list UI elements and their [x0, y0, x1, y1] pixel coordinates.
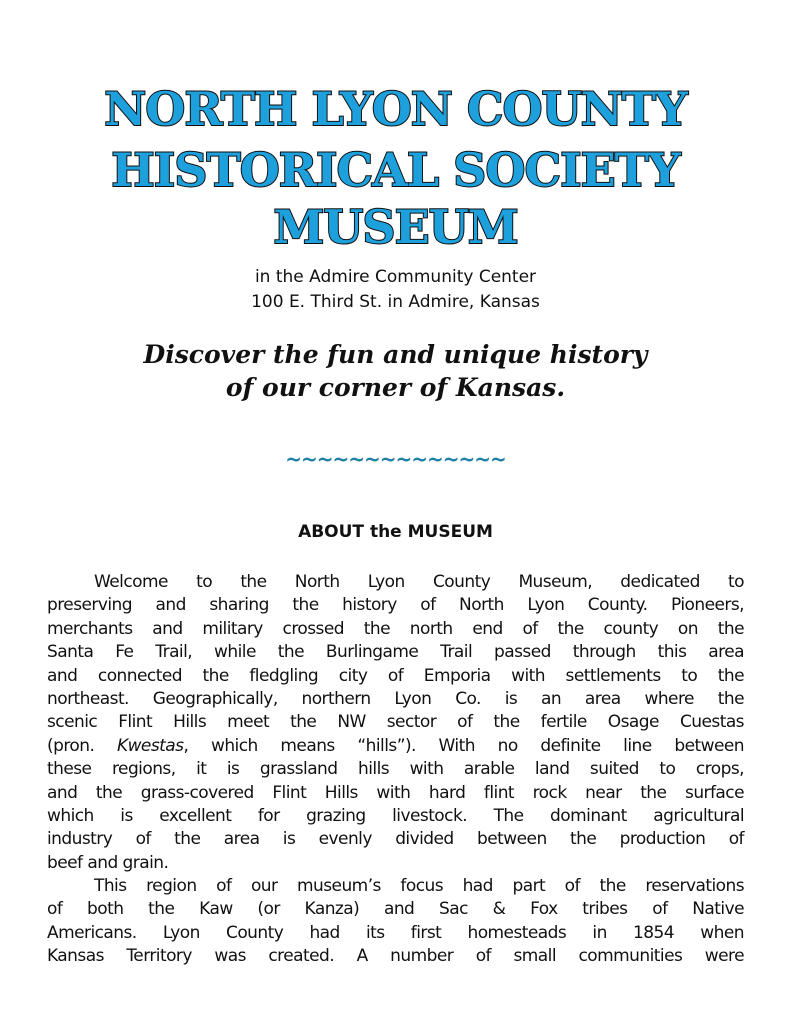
body-line: merchants and military crossed the north end of the county on the	[47, 618, 744, 639]
body-line: beef and grain.	[47, 852, 169, 873]
tagline-line-1: Discover the fun and unique history	[143, 340, 648, 369]
body-line-pronunciation	[47, 735, 744, 758]
title-line-2: HISTORICAL SOCIETY	[111, 143, 680, 197]
body-line: and connected the fledgling city of Emporia with settlements to the	[47, 665, 744, 686]
body-line: Kansas Territory was created. A number of small communities were	[47, 946, 744, 967]
body-line: industry of the area is evenly divided between the production of	[47, 829, 744, 850]
decorative-divider: ~~~~~~~~~~~~~~	[285, 447, 506, 471]
pron-suffix: , which means “hills”). With no definite line between	[183, 735, 744, 756]
body-line: scenic Flint Hills meet the NW sector of the fertile Osage Cuestas	[47, 712, 744, 733]
location-line-1: in the Admire Community Center	[254, 267, 537, 287]
pron-italic-word: Kwestas	[116, 735, 184, 756]
body-text	[47, 571, 744, 969]
body-line: preserving and sharing the history of North Lyon County. Pioneers,	[47, 595, 744, 616]
title-line-1: NORTH LYON COUNTY	[104, 82, 687, 136]
body-line: Americans. Lyon County had its first homesteads in 1854 when	[47, 922, 744, 943]
body-line: and the grass-covered Flint Hills with hard flint rock near the surface	[47, 782, 744, 803]
body-line: Santa Fe Trail, while the Burlingame Trail passed through this area	[47, 642, 744, 663]
body-line: which is excellent for grazing livestock. The dominant agricultural	[47, 805, 744, 826]
section-heading: ABOUT the MUSEUM	[298, 522, 493, 542]
title-line-3: MUSEUM	[273, 200, 518, 254]
pron-prefix: (pron.	[47, 735, 117, 756]
body-line: This region of our museum’s focus had part of the reservations	[94, 876, 744, 897]
tagline-line-2: of our corner of Kansas.	[225, 373, 566, 402]
body-line: of both the Kaw (or Kanza) and Sac & Fox tribes of Native	[47, 899, 744, 920]
body-line: Welcome to the North Lyon County Museum, dedicated to	[94, 572, 744, 592]
address-line: 100 E. Third St. in Admire, Kansas	[251, 292, 540, 312]
body-line: northeast. Geographically, northern Lyon Co. is an area where the	[47, 688, 744, 709]
body-line: these regions, it is grassland hills with arable land suited to crops,	[47, 759, 744, 780]
